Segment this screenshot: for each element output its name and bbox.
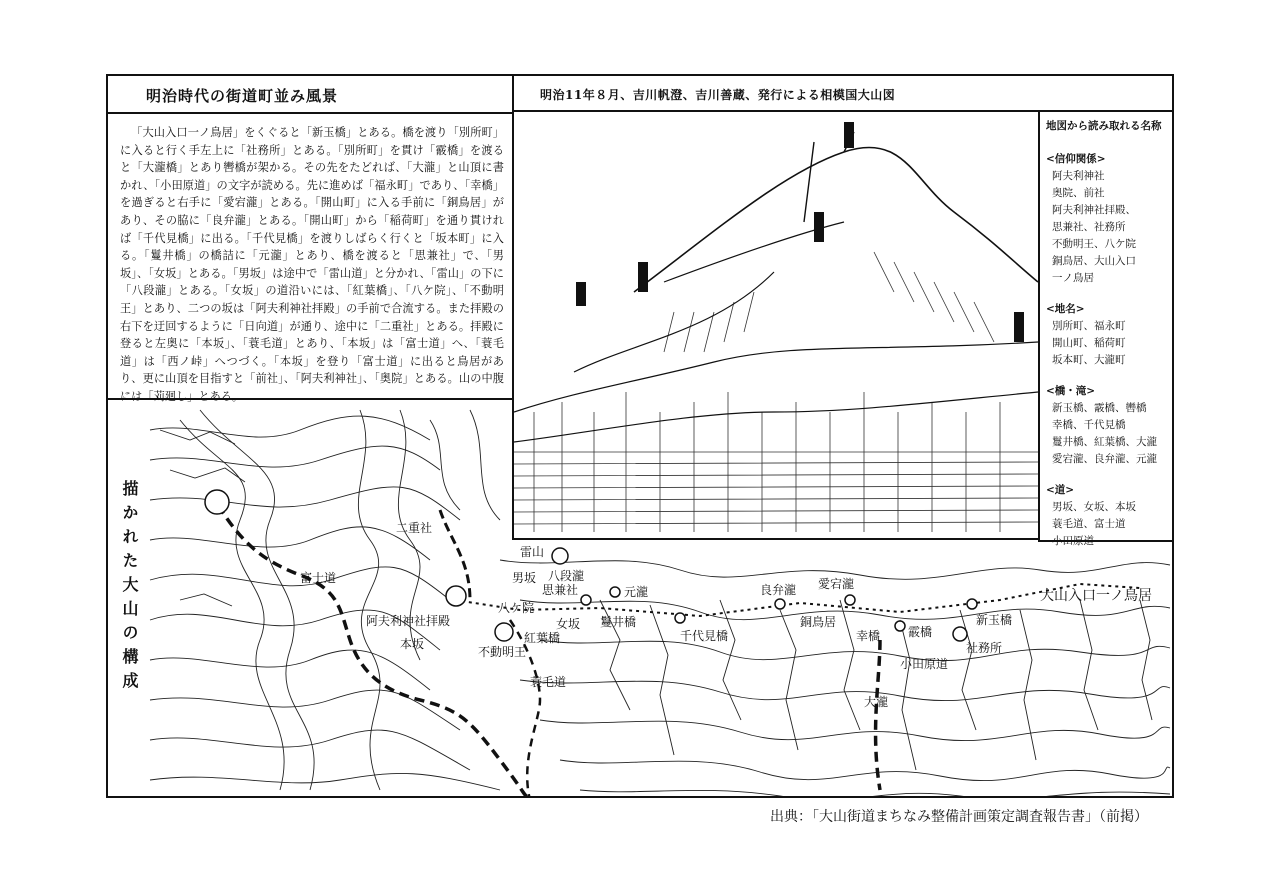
side-vertical-label: 描かれた大山の構成: [120, 480, 139, 696]
label-nijusha: 二重社: [396, 521, 433, 535]
legend-item: 男坂、女坂、本坂: [1052, 501, 1136, 513]
label-saiwai: 幸橋: [856, 629, 881, 643]
legend-group-roads: [1046, 482, 1170, 550]
label-roben: 良弁瀧: [760, 583, 797, 597]
legend-item: 阿夫利神社: [1052, 170, 1105, 182]
legend-item: 思兼社、社務所: [1052, 221, 1126, 233]
label-otaki: 大瀧: [864, 695, 889, 709]
legend-item: 坂本町、大瀧町: [1052, 354, 1126, 366]
legend-item: 新玉橋、霰橋、轡橋: [1052, 402, 1147, 414]
label-fujido: 富士道: [300, 571, 337, 585]
mountain-illustration: [514, 112, 1038, 538]
label-hachidan: 八段瀧: [548, 569, 585, 583]
legend-item: 開山町、稲荷町: [1052, 337, 1126, 349]
label-shamusho: 社務所: [966, 641, 1003, 655]
map-text-labels: [300, 520, 1152, 709]
illustration-box: [512, 110, 1040, 540]
legend-heading: <信仰関係>: [1046, 153, 1106, 165]
label-fudo: 不動明王: [478, 645, 527, 659]
legend-item: 不動明王、八ケ院: [1052, 238, 1136, 250]
right-title: 明治11年８月、吉川帆澄、吉川善蔵、発行による相模国大山図: [540, 88, 896, 102]
legend-item: 奥院、前社: [1052, 187, 1105, 199]
label-raisan: 雷山: [520, 545, 545, 559]
legend-item: 別所町、福永町: [1052, 320, 1126, 332]
left-title: 明治時代の街道町並み風景: [146, 87, 339, 105]
legend-item: 一ノ鳥居: [1052, 272, 1094, 284]
label-onnazaka: 女坂: [556, 617, 581, 631]
label-dotorii: 銅鳥居: [800, 615, 837, 629]
legend-heading: <地名>: [1046, 303, 1085, 315]
label-torii: 大山入口一ノ鳥居: [1040, 588, 1152, 604]
label-momiji: 紅葉橋: [524, 631, 561, 645]
legend-heading: <道>: [1046, 484, 1075, 496]
legend: [1046, 118, 1170, 564]
description-text: 「大山入口一ノ鳥居」をくぐると「新玉橋」とある。橋を渡り「別所町」に入ると行く手左上に「社務所」とある。「別所町」を貫け「霰橋」を渡ると「大瀧橋」とあり轡橋が架かる。その先をたどれば、「大瀧」と山頂に書かれ、「小田原道」の文字が読める。先に進めば「福永町」であり、「幸橋」を過ぎると右手に「愛宕瀧」とある。「開山町」に入る手前に「銅鳥居」があり、その脇に「良弁瀧」とある。「開山町」から「稲荷町」を通り貫ければ「千代見橋」に出る。「千代見橋」を渡りしばらく行くと「坂本町」に入る。「鬘井橋」の橋詰に「元瀧」とあり、橋を渡ると「思兼社」で、「男坂」、「女坂」とある。「男坂」は途中で「雷山道」と分かれ、「雷山」の下に「八段瀧」とある。「女坂」の道沿いには、「紅葉橋」、「八ケ院」、「不動明王」とあり、二つの坂は「阿夫利神社拝殿」の手前で合流する。また拝殿の右下を迂回するように「日向道」が通り、途中に「二重社」とある。拝殿に登ると左奥に「本坂」、「蓑毛道」とあり、「本坂」は「富士道」へ、「蓑毛道」は「西ノ峠」へつづく。「本坂」を登り「富士道」に出ると鳥居があり、更に山頂を目指すと「前社」、「阿夫利神社」、「奥院」とある。山の中腹には「苅廻し」とある。: [120, 126, 504, 403]
legend-item: 愛宕瀧、良弁瀧、元瀧: [1052, 453, 1157, 465]
label-hakkein: 八ケ院: [498, 601, 535, 615]
legend-group-faith: [1046, 151, 1170, 287]
label-honzaka: 本坂: [400, 637, 425, 651]
label-chiyomi: 千代見橋: [680, 629, 729, 643]
label-minoge: 蓑毛道: [530, 675, 567, 689]
legend-item: 蓑毛道、富士道: [1052, 518, 1126, 530]
legend-group-places: [1046, 301, 1170, 369]
legend-heading: <橋・滝>: [1046, 385, 1096, 397]
legend-group-bridges: [1046, 383, 1170, 468]
legend-item: 鬘井橋、紅葉橋、大瀧: [1052, 436, 1157, 448]
legend-item: 小田原道: [1052, 535, 1094, 547]
legend-item: 幸橋、千代見橋: [1052, 419, 1126, 431]
label-shintama: 新玉橋: [976, 613, 1013, 627]
legend-title: 地図から読み取れる名称: [1046, 120, 1162, 132]
label-atago: 愛宕瀧: [818, 577, 855, 591]
label-motodaki: 元瀧: [624, 585, 649, 599]
label-odawara: 小田原道: [900, 657, 949, 671]
label-omoikane: 思兼社: [542, 583, 579, 597]
legend-item: 阿夫利神社拝殿、: [1052, 204, 1136, 216]
label-kazurai: 鬘井橋: [600, 615, 637, 629]
source-caption: 出典：「大山街道まちなみ整備計画策定調査報告書」（前掲）: [770, 809, 1148, 825]
label-arare: 霰橋: [908, 625, 933, 639]
label-otokozaka: 男坂: [512, 571, 537, 585]
label-haiden: 阿夫利神社拝殿: [366, 614, 451, 628]
legend-item: 銅鳥居、大山入口: [1052, 255, 1136, 267]
